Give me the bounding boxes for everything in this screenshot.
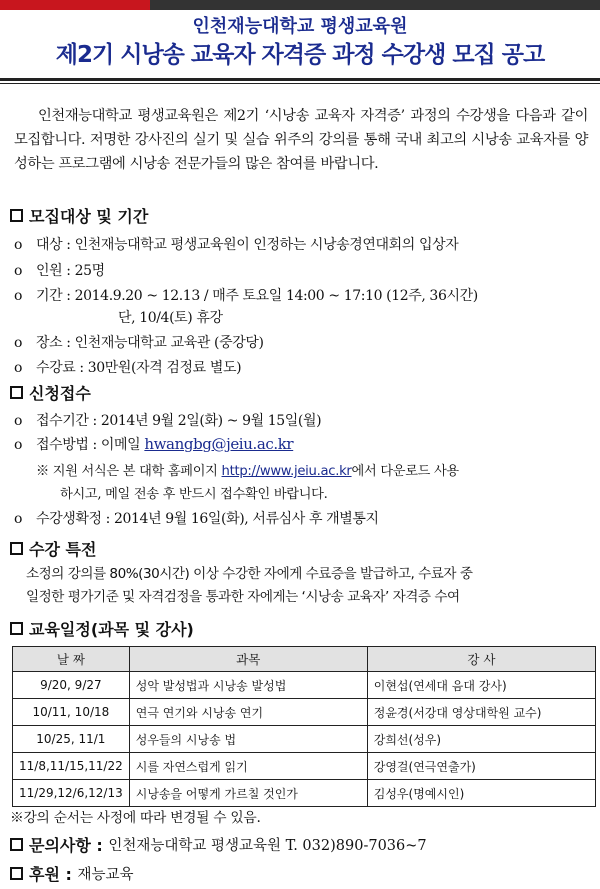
recruit-period: o 기간 : 2014.9.20 ~ 12.13 / 매주 토요일 14:00 ~ 17:10 (12주, 36시간)	[14, 288, 478, 304]
recruit-target: o 대상 : 인천재능대학교 평생교육원이 인정하는 시낭송경연대회의 입상자	[14, 237, 459, 253]
table-row	[13, 699, 596, 726]
section-contact	[10, 833, 427, 856]
apply-note-line2: 하시고, 메일 전송 후 반드시 접수확인 바랍니다.	[60, 487, 328, 502]
recruit-period-note: 단, 10/4(토) 휴강	[118, 310, 223, 326]
table-row	[13, 726, 596, 753]
cell-date: 10/11, 10/18	[13, 699, 130, 726]
schedule-table	[12, 646, 596, 807]
apply-confirm: o 수강생확정 : 2014년 9월 16일(화), 서류심사 후 개별통지	[14, 511, 379, 527]
title-divider-thick	[0, 78, 600, 81]
checkbox-square-icon	[10, 838, 23, 851]
cell-date: 11/29,12/6,12/13	[13, 780, 130, 807]
page-title: 제2기 시낭송 교육자 자격증 과정 수강생 모집 공고	[55, 42, 545, 68]
cell-subject: 성악 발성법과 시낭송 발성법	[129, 672, 367, 699]
section-sponsor	[10, 862, 134, 885]
cell-instructor: 이현섭(연세대 음대 강사)	[367, 672, 595, 699]
section-recruit-title: 모집대상 및 기간	[29, 207, 149, 226]
section-benefit-heading	[10, 537, 96, 560]
cell-subject: 연극 연기와 시낭송 연기	[129, 699, 367, 726]
cell-subject: 시를 자연스럽게 읽기	[129, 753, 367, 780]
circle-bullet-icon: o	[14, 511, 23, 527]
intro-paragraph: 인천재능대학교 평생교육원은 제2기 ‘시낭송 교육자 자격증’ 과정의 수강생을 다음과 같이 모집합니다. 저명한 강사진의 실기 및 실습 위주의 강의를 통해 국내 최고의 시낭송 교육자를 양성하는 프로그램에 시낭송 전문가들의 많은 참여를 바랍니다.	[14, 108, 588, 172]
top-bar-red	[0, 0, 150, 10]
circle-bullet-icon: o	[14, 288, 23, 304]
title-divider-thin	[0, 83, 600, 84]
column-header-subject: 과목	[129, 647, 367, 672]
recruit-count: o 인원 : 25명	[14, 263, 105, 279]
cell-instructor: 정윤경(서강대 영상대학원 교수)	[367, 699, 595, 726]
homepage-link[interactable]: http://www.jeiu.ac.kr	[221, 464, 352, 479]
apply-period: o 접수기간 : 2014년 9월 2일(화) ~ 9월 15일(월)	[14, 413, 322, 429]
benefit-line1: 소정의 강의를 80%(30시간) 이상 수강한 자에게 수료증을 발급하고, 수료자 중	[26, 566, 473, 582]
checkbox-square-icon	[10, 386, 23, 399]
table-row	[13, 780, 596, 807]
contact-label: 문의사항 :	[29, 836, 103, 855]
circle-bullet-icon: o	[14, 263, 23, 279]
checkbox-square-icon	[10, 209, 23, 222]
column-header-instructor: 강 사	[367, 647, 595, 672]
section-schedule-title: 교육일정(과목 및 강사)	[29, 620, 194, 639]
top-bar-gray	[150, 0, 600, 10]
column-header-date: 날 짜	[13, 647, 130, 672]
cell-date: 9/20, 9/27	[13, 672, 130, 699]
section-recruit-heading	[10, 204, 148, 227]
recruit-fee: o 수강료 : 30만원(자격 검정료 별도)	[14, 360, 242, 376]
section-benefit-title: 수강 특전	[29, 540, 97, 559]
recruit-place: o 장소 : 인천재능대학교 교육관 (중강당)	[14, 335, 264, 351]
checkbox-square-icon	[10, 542, 23, 555]
circle-bullet-icon: o	[14, 413, 23, 429]
benefit-line2: 일정한 평가기준 및 자격검정을 통과한 자에게는 ‘시낭송 교육자’ 자격증 수여	[26, 589, 460, 605]
cell-instructor: 강희선(성우)	[367, 726, 595, 753]
checkbox-square-icon	[10, 867, 23, 880]
cell-subject: 시낭송을 어떻게 가르칠 것인가	[129, 780, 367, 807]
circle-bullet-icon: o	[14, 335, 23, 351]
cell-date: 10/25, 11/1	[13, 726, 130, 753]
table-row	[13, 672, 596, 699]
contact-text: 인천재능대학교 평생교육원 T. 032)890-7036~7	[108, 838, 427, 854]
section-schedule-heading	[10, 617, 194, 640]
sponsor-label: 후원 :	[29, 865, 72, 884]
table-header-row	[13, 647, 596, 672]
checkbox-square-icon	[10, 622, 23, 635]
circle-bullet-icon: o	[14, 237, 23, 253]
section-apply-heading	[10, 381, 91, 404]
cell-instructor: 강영걸(연극연출가)	[367, 753, 595, 780]
organization-name: 인천재능대학교 평생교육원	[192, 16, 408, 37]
cell-subject: 성우들의 시낭송 법	[129, 726, 367, 753]
schedule-footnote: ※강의 순서는 사정에 따라 변경될 수 있음.	[10, 810, 261, 826]
apply-email-link[interactable]: hwangbg@jeiu.ac.kr	[144, 435, 294, 453]
table-row	[13, 753, 596, 780]
cell-date: 11/8,11/15,11/22	[13, 753, 130, 780]
circle-bullet-icon: o	[14, 437, 23, 453]
circle-bullet-icon: o	[14, 360, 23, 376]
section-apply-title: 신청접수	[29, 384, 91, 403]
sponsor-text: 재능교육	[77, 867, 134, 883]
apply-method: o 접수방법 : 이메일 hwangbg@jeiu.ac.kr	[14, 435, 294, 453]
cell-instructor: 김성우(명예시인)	[367, 780, 595, 807]
apply-note-line1: ※ 지원 서식은 본 대학 홈페이지 http://www.jeiu.ac.kr에서 다운로드 사용	[36, 464, 459, 479]
top-color-bar	[0, 0, 600, 10]
